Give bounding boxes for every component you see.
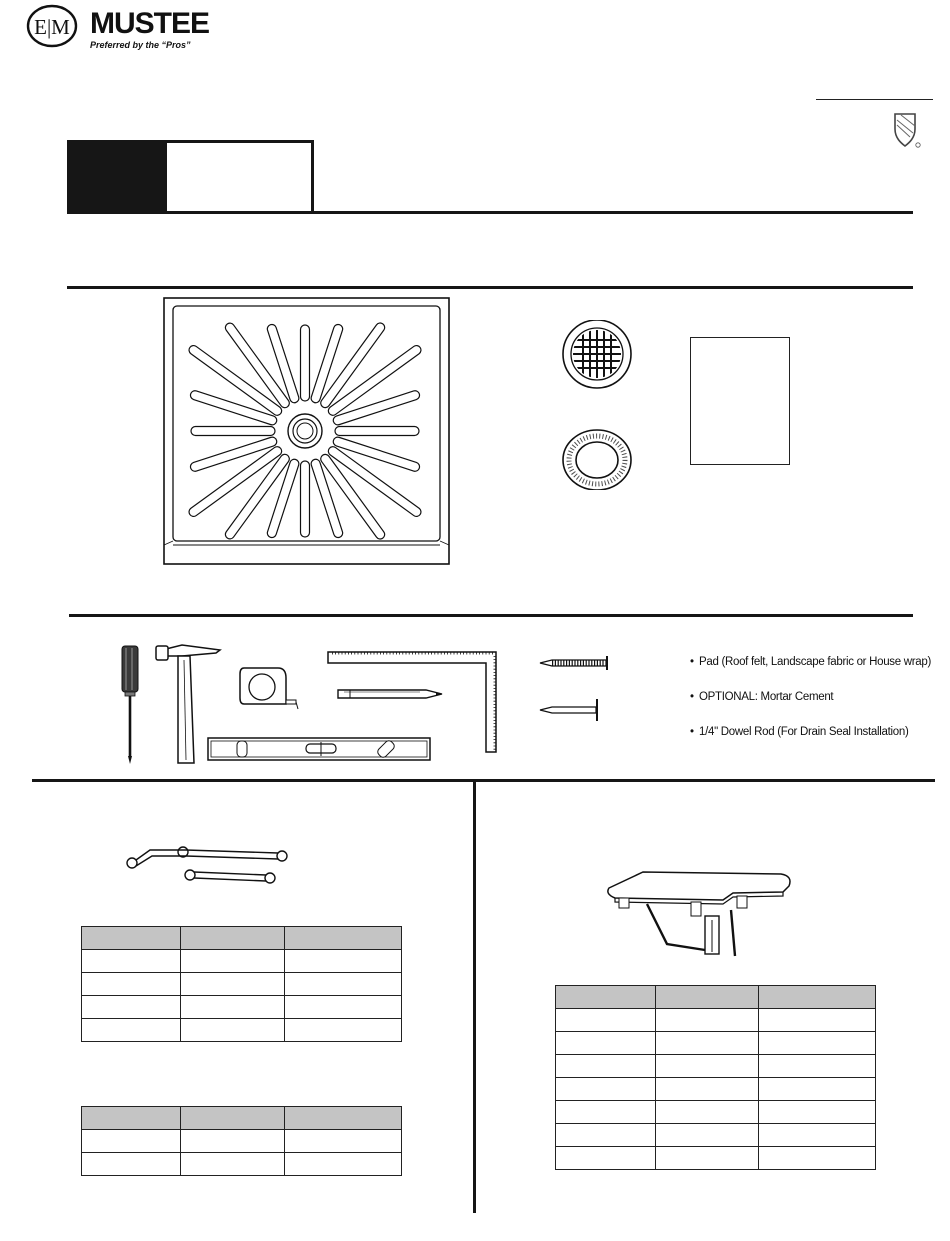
table-row [556, 1147, 876, 1170]
pan-drain-channel [301, 461, 310, 537]
header-rule [314, 211, 913, 214]
level-icon [208, 738, 430, 760]
table-row [556, 1009, 876, 1032]
grab-bar-secondary-table [81, 1106, 402, 1176]
table-row [556, 1032, 876, 1055]
grab-bar-spec-table [81, 926, 402, 1042]
table-header-row [82, 1107, 402, 1130]
top-right-rule [816, 99, 933, 100]
brand-name: MUSTEE [90, 7, 210, 40]
table-row [82, 950, 402, 973]
shower-seat-spec-table [555, 985, 876, 1170]
tools-section-rule [69, 614, 913, 617]
instruction-sheet-icon [690, 337, 790, 465]
table-row [556, 1124, 876, 1147]
pencil-icon [338, 690, 442, 698]
material-note-mortar: • OPTIONAL: Mortar Cement [690, 691, 834, 703]
drain-parts-drawing [555, 320, 645, 490]
shower-pan-drawing-icon [163, 297, 450, 565]
model-number-box [167, 140, 314, 214]
tape-measure-icon [240, 668, 298, 709]
nail-icon [540, 699, 597, 721]
accessories-section-rule [32, 779, 935, 782]
contents-section-rule [67, 286, 913, 289]
drain-seal-ring-icon [563, 430, 631, 490]
additional-materials-list [690, 656, 930, 761]
drain-strainer-icon [563, 320, 631, 388]
pan-drain-channel [335, 427, 419, 436]
accessories-column-divider [473, 781, 476, 1213]
screwdriver-icon [122, 646, 138, 764]
material-note-text: OPTIONAL: Mortar Cement [699, 691, 834, 703]
shield-certification-icon [893, 111, 921, 149]
table-row [556, 1101, 876, 1124]
table-row [82, 996, 402, 1019]
table-header-row [82, 927, 402, 950]
material-note-text: 1/4" Dowel Rod (For Drain Seal Installation) [699, 726, 909, 738]
screw-icon [540, 656, 607, 670]
brand-tagline: Preferred by the “Pros” [90, 40, 191, 50]
grab-bars-icon [124, 840, 296, 890]
carpenter-square-icon [328, 652, 496, 752]
required-tools-drawing [100, 636, 620, 772]
table-row [82, 1153, 402, 1176]
elm-logo-text: E|M [34, 15, 70, 39]
pan-drain-channel [191, 427, 275, 436]
table-row [556, 1055, 876, 1078]
elm-logo-icon [26, 4, 78, 48]
table-row [556, 1078, 876, 1101]
model-title-block [67, 140, 167, 214]
table-header-row [556, 986, 876, 1009]
table-row [82, 1130, 402, 1153]
material-note-pad: • Pad (Roof felt, Landscape fabric or House wrap) [690, 656, 931, 668]
material-note-text: Pad (Roof felt, Landscape fabric or House wrap) [699, 656, 931, 668]
material-note-dowel: • 1/4" Dowel Rod (For Drain Seal Installation) [690, 726, 909, 738]
table-row [82, 973, 402, 996]
pan-drain-channel [301, 325, 310, 401]
table-row [82, 1019, 402, 1042]
folding-shower-seat-icon [603, 860, 795, 964]
